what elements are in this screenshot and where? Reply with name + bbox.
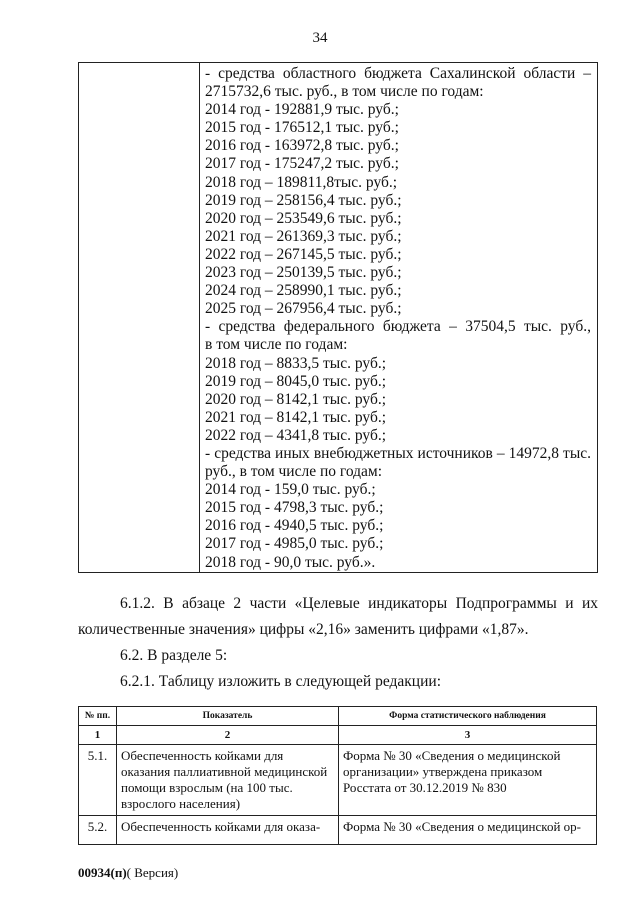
budget-line: - средства федерального бюджета – 37504,5 тыс. руб., [205,318,591,336]
row-indicator: Обеспеченность койками для оказа- [117,816,339,845]
budget-line: 2015 год - 4798,3 тыс. руб.; [205,499,384,517]
budget-line: руб., в том числе по годам: [205,463,383,481]
budget-line: 2022 год – 267145,5 тыс. руб.; [205,245,402,263]
row-number: 5.1. [79,745,117,816]
indicators-table [78,706,597,845]
budget-line: 2017 год - 175247,2 тыс. руб.; [205,155,399,173]
budget-line: - средства иных внебюджетных источников – 14972,8 тыс. [205,444,591,462]
budget-line: 2019 год – 258156,4 тыс. руб.; [205,191,402,209]
table-header-row [79,707,597,726]
budget-line: 2022 год – 4341,8 тыс. руб.; [205,426,387,444]
column-number: 2 [117,726,339,745]
header-form: Форма статистического наблюдения [339,707,597,726]
row-number: 5.2. [79,816,117,845]
budget-table-label-cell [79,63,200,573]
document-footer [78,865,178,881]
budget-line: 2016 год - 4940,5 тыс. руб.; [205,517,384,535]
budget-line: в том числе по годам: [205,336,348,354]
budget-line: 2017 год - 4985,0 тыс. руб.; [205,535,384,553]
row-indicator: Обеспеченность койками для оказания паллиативной медицинской помощи взрослым (на 100 тыс. взрослого населения) [117,745,339,816]
paragraph-6-1-2-line1: 6.1.2. В абзаце 2 части «Целевые индикаторы Подпрограммы и их [120,595,598,612]
budget-line: 2018 год - 90,0 тыс. руб.». [205,553,376,571]
document-version: ( Версия) [126,865,179,880]
paragraph-6-2: 6.2. В разделе 5: [120,647,228,664]
page-number: 34 [312,30,328,46]
budget-line: 2016 год - 163972,8 тыс. руб.; [205,137,399,155]
budget-line: 2014 год - 192881,9 тыс. руб.; [205,101,399,119]
budget-line: 2715732,6 тыс. руб., в том числе по годам: [205,83,484,101]
budget-line: 2021 год – 8142,1 тыс. руб.; [205,408,387,426]
header-number: № пп. [79,707,117,726]
row-form: Форма № 30 «Сведения о медицинской организации» утверждена приказом Росстата от 30.12.2019 № 830 [339,745,597,816]
budget-line: 2018 год – 8833,5 тыс. руб.; [205,354,387,372]
document-code: 00934(п) [78,865,127,880]
table-column-numbers-row [79,726,597,745]
column-number: 3 [339,726,597,745]
budget-line: 2021 год – 261369,3 тыс. руб.; [205,227,402,245]
budget-line: 2018 год – 189811,8тыс. руб.; [205,173,398,191]
table-row [79,816,597,845]
budget-line: 2024 год – 258990,1 тыс. руб.; [205,282,402,300]
budget-table [78,62,598,573]
budget-line: 2020 год – 8142,1 тыс. руб.; [205,390,387,408]
paragraph-6-1-2-line2: количественные значения» цифры «2,16» заменить цифрами «1,87». [78,621,529,638]
budget-line: 2025 год – 267956,4 тыс. руб.; [205,300,402,318]
budget-line: 2015 год - 176512,1 тыс. руб.; [205,119,399,137]
budget-line: 2020 год – 253549,6 тыс. руб.; [205,209,402,227]
budget-line: - средства областного бюджета Сахалинской области – [205,65,591,82]
table-row [79,745,597,816]
budget-table-content-cell [200,63,598,573]
budget-line: 2023 год – 250139,5 тыс. руб.; [205,264,402,282]
budget-line: 2014 год - 159,0 тыс. руб.; [205,481,376,499]
header-indicator: Показатель [117,707,339,726]
paragraph-6-2-1: 6.2.1. Таблицу изложить в следующей редакции: [120,673,441,690]
row-form: Форма № 30 «Сведения о медицинской ор- [339,816,597,845]
budget-line: 2019 год – 8045,0 тыс. руб.; [205,372,387,390]
column-number: 1 [79,726,117,745]
